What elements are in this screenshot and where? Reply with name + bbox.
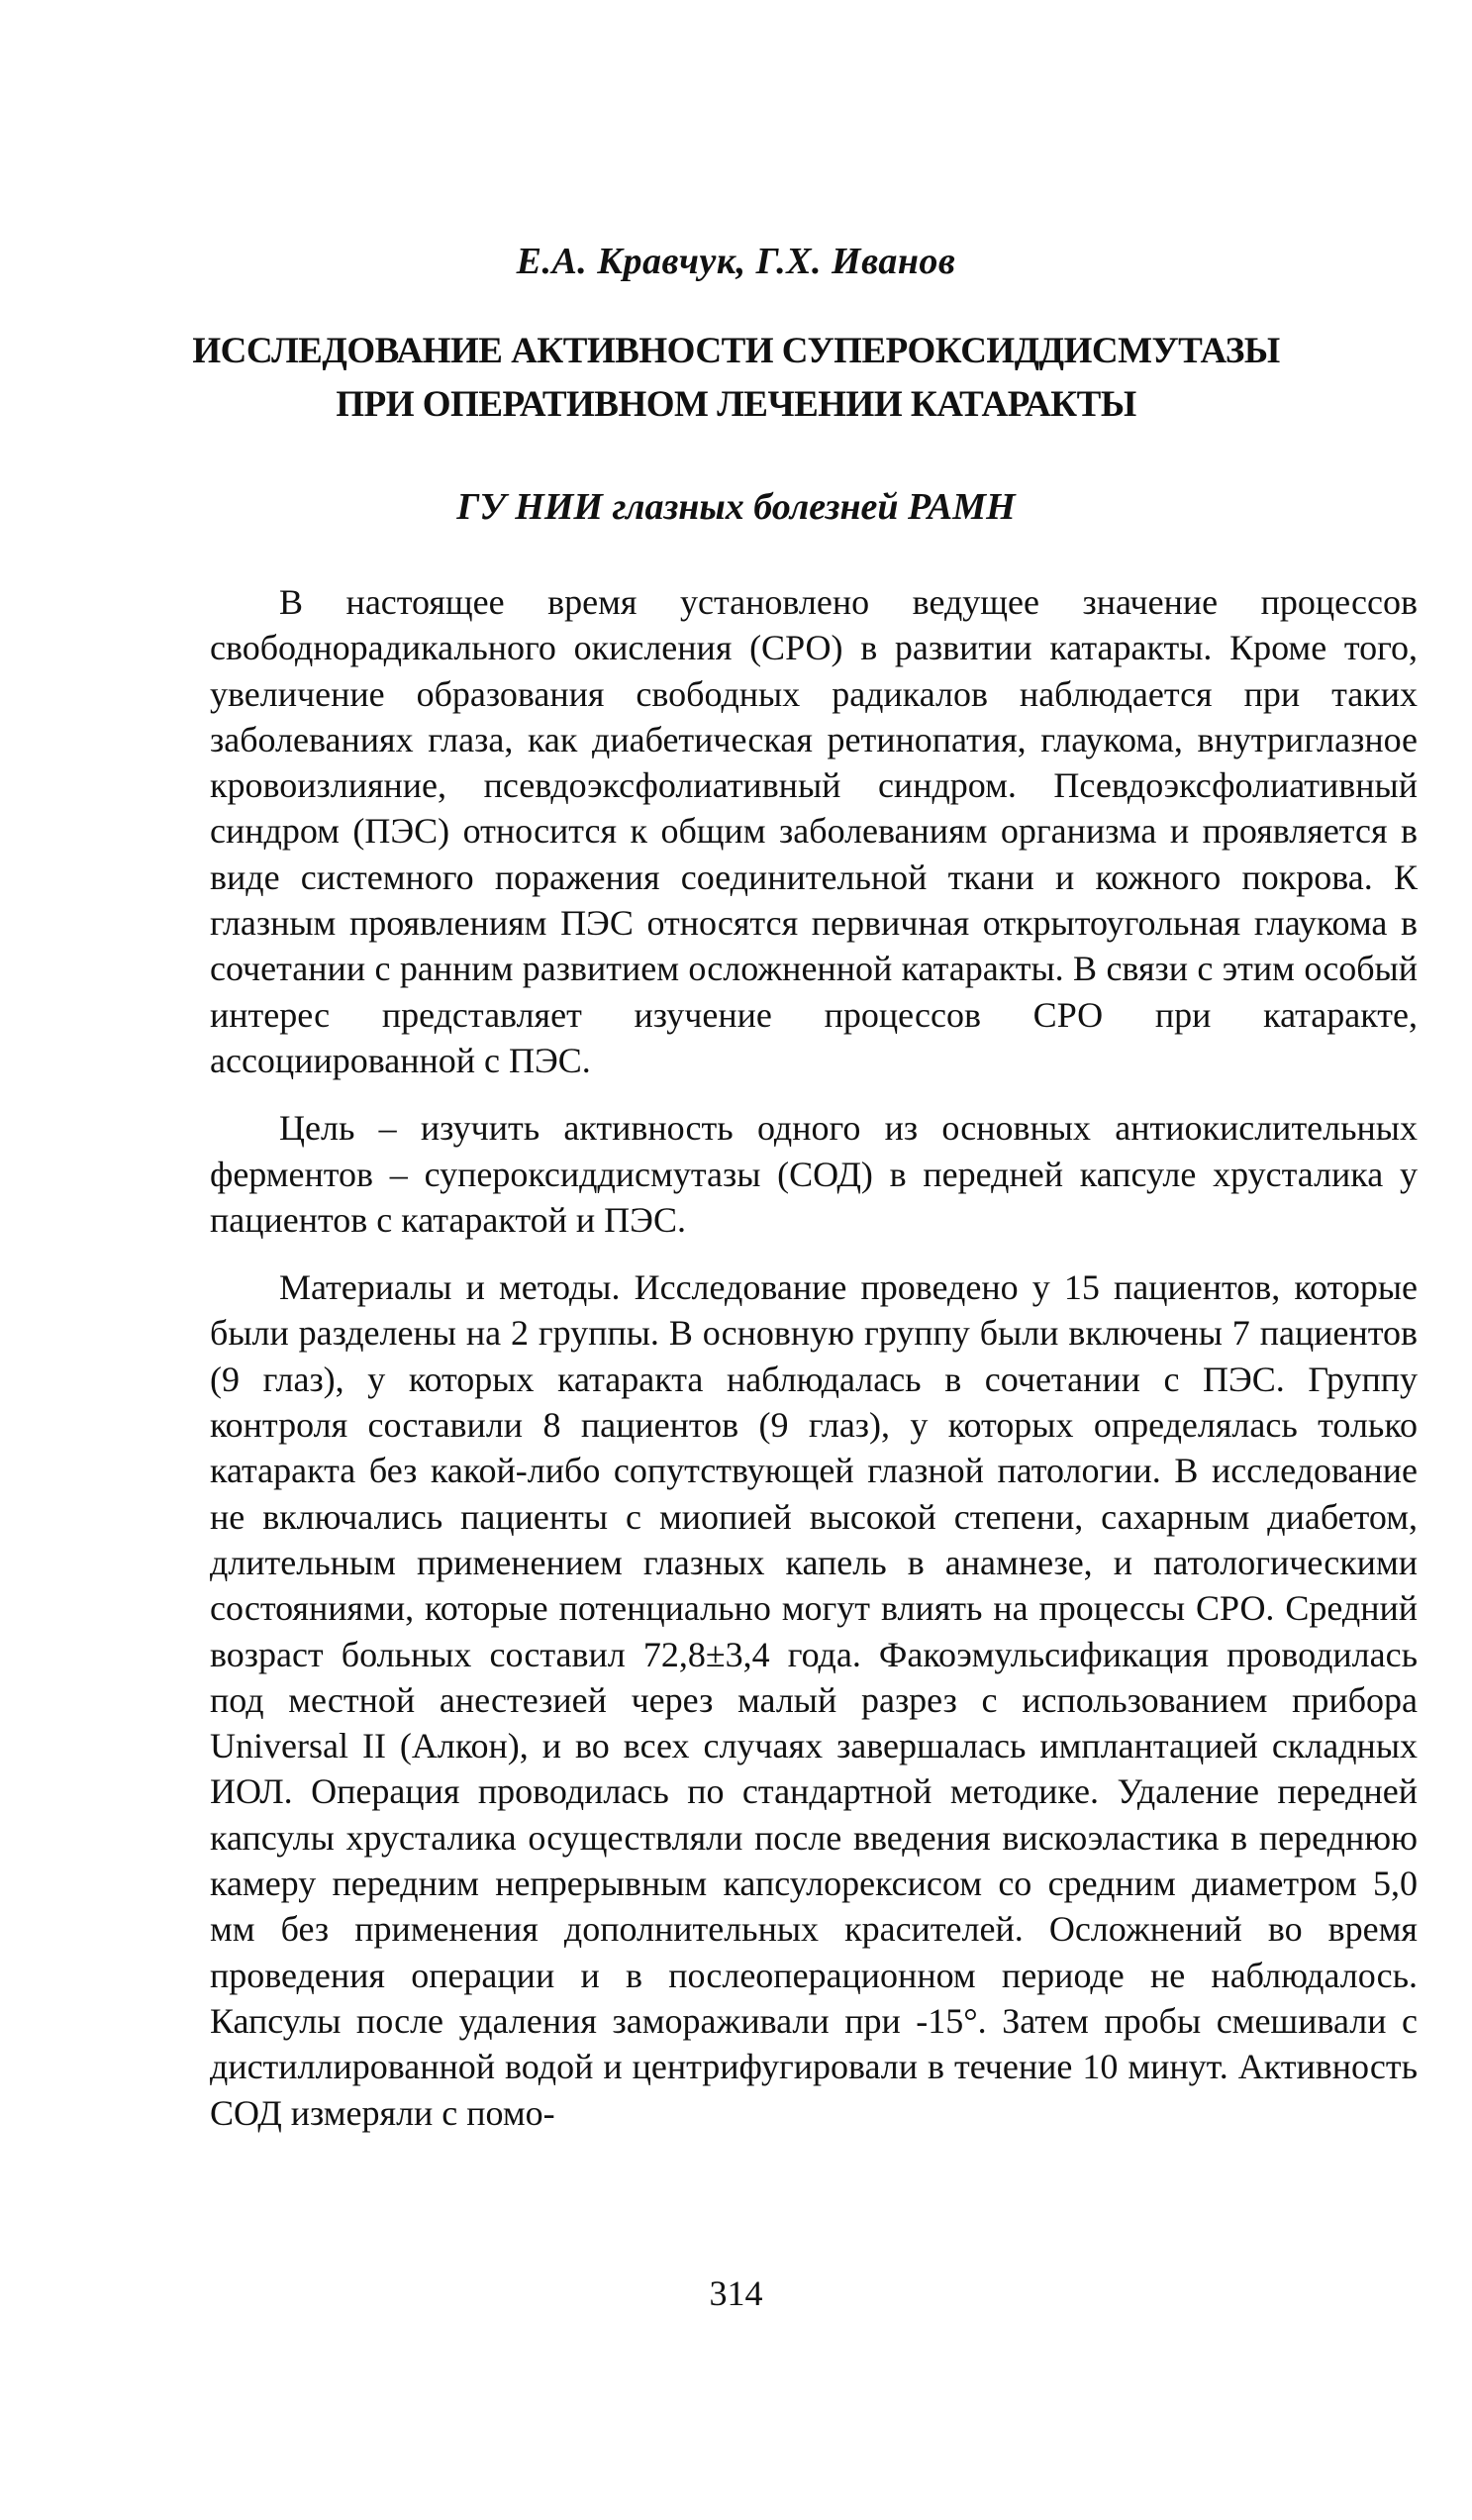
paragraph-intro: В настоящее время установлено ведущее значение процессов свободнорадикального окисления (СРО) в развитии катаракты. Кроме того, увеличение образования свободных радикалов наблюдается при таких заболеваниях глаза, как диабетическая ретинопатия, глаукома, внутриглазное кровоизлияние, псевдоэксфолиативный синдром. Псевдоэксфолиативный синдром (ПЭС) относится к общим заболеваниям организма и проявляется в виде системного поражения соединительной ткани и кожного покрова. К глазным проявлениям ПЭС относятся первичная открытоугольная глаукома в сочетании с ранним развитием осложненной катаракты. В связи с этим особый интерес представляет изучение процессов СРО при катаракте, ассоциированной с ПЭС. [210,582,1418,1080]
affiliation: ГУ НИИ глазных болезней РАМН [456,486,1016,528]
article-body [210,579,1418,2136]
article-title [0,325,1472,432]
title-line-2: ПРИ ОПЕРАТИВНОМ ЛЕЧЕНИИ КАТАРАКТЫ [336,384,1136,425]
page-number: 314 [709,2273,763,2313]
paragraph-methods: Материалы и методы. Исследование проведено у 15 пациентов, которые были разделены на 2 группы. В основную группу были включены 7 пациентов (9 глаз), у которых катаракта наблюдалась в сочетании с ПЭС. Группу контроля составили 8 пациентов (9 глаз), у которых определялась только катаракта без какой-либо сопутствующей глазной патологии. В исследование не включались пациенты с миопией высокой степени, сахарным диабетом, длительным применением глазных капель в анамнезе, и патологическими состояниями, которые потенциально могут влиять на процессы СРО. Средний возраст больных составил 72,8±3,4 года. Факоэмульсификация проводилась под местной анестезией через малый разрез с использованием прибора Universal II (Алкон), и во всех случаях завершалась имплантацией складных ИОЛ. Операция проводилась по стандартной методике. Удаление передней капсулы хрусталика осуществляли после введения вискоэластика в переднюю камеру передним непрерывным капсулорексисом со средним диаметром 5,0 мм без применения дополнительных красителей. Осложнений во время проведения операции и в послеоперационном периоде не наблюдалось. Капсулы после удаления замораживали при -15°. Затем пробы смешивали с дистиллированной водой и центрифугировали в течение 10 минут. Активность СОД измеряли с помо- [210,1267,1418,2133]
authors: Е.А. Кравчук, Г.Х. Иванов [516,241,956,282]
title-line-1: ИССЛЕДОВАНИЕ АКТИВНОСТИ СУПЕРОКСИДДИСМУТАЗЫ [192,331,1280,371]
paragraph-aim: Цель – изучить активность одного из основных антиокислительных ферментов – супероксиддисмутазы (СОД) в передней капсуле хрусталика у пациентов с катарактой и ПЭС. [210,1108,1418,1240]
